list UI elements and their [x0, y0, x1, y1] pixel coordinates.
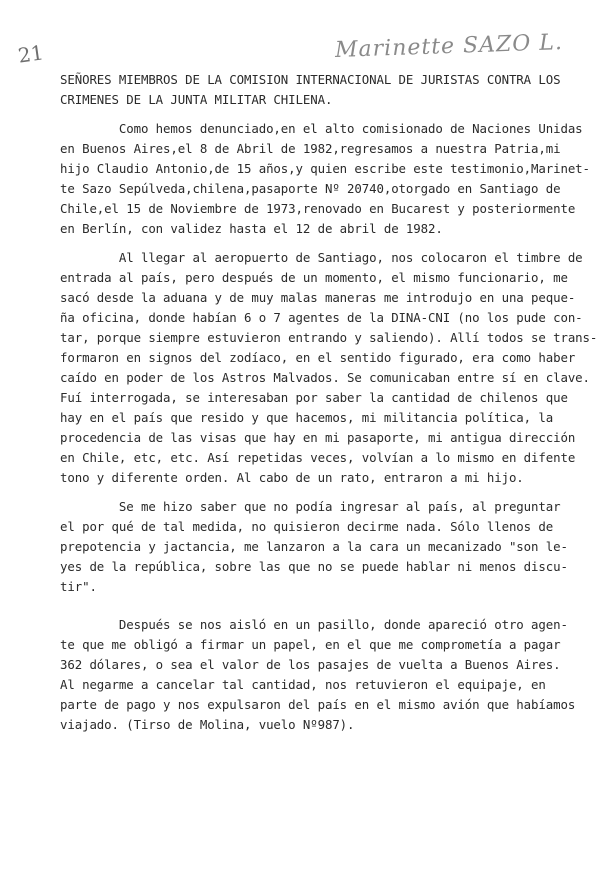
- text-line: te Sazo Sepúlveda,chilena,pasaporte Nº 20740,otorgado en Santiago de: [60, 181, 561, 196]
- text-line: sacó desde la aduana y de muy malas maneras me introdujo en una peque-: [60, 290, 576, 305]
- margin-note: 21: [16, 40, 45, 68]
- text-line: Después se nos aisló en un pasillo, donde apareció otro agen-: [60, 617, 568, 632]
- document-body: [60, 70, 598, 735]
- text-line: tir".: [60, 579, 97, 594]
- text-line: parte de pago y nos expulsaron del país en el mismo avión que habíamos: [60, 697, 576, 712]
- text-line: entrada al país, pero después de un momento, el mismo funcionario, me: [60, 270, 568, 285]
- text-line: el por qué de tal medida, no quisieron decirme nada. Sólo llenos de: [60, 519, 554, 534]
- text-line: hay en el país que resido y que hacemos, mi militancia política, la: [60, 410, 554, 425]
- text-line: Como hemos denunciado,en el alto comisionado de Naciones Unidas: [60, 121, 583, 136]
- text-line: en Chile, etc, etc. Así repetidas veces, volvían a lo mismo en difente: [60, 450, 576, 465]
- text-line: 362 dólares, o sea el valor de los pasajes de vuelta a Buenos Aires.: [60, 657, 561, 672]
- text-line: prepotencia y jactancia, me lanzaron a la cara un mecanizado "son le-: [60, 539, 568, 554]
- text-line: procedencia de las visas que hay en mi pasaporte, mi antigua dirección: [60, 430, 576, 445]
- text-line: ña oficina, donde habían 6 o 7 agentes de la DINA-CNI (no los pude con-: [60, 310, 583, 325]
- heading-line: CRIMENES DE LA JUNTA MILITAR CHILENA.: [60, 92, 333, 107]
- text-line: tar, porque siempre estuvieron entrando y saliendo). Allí todos se trans-: [60, 330, 598, 345]
- text-line: caído en poder de los Astros Malvados. Se comunicaban entre sí en clave.: [60, 370, 590, 385]
- text-line: Chile,el 15 de Noviembre de 1973,renovado en Bucarest y posteriormente: [60, 201, 576, 216]
- paragraph-3: [60, 497, 580, 597]
- heading-line: SEÑORES MIEMBROS DE LA COMISION INTERNACIONAL DE JURISTAS CONTRA LOS: [60, 72, 561, 87]
- text-line: te que me obligó a firmar un papel, en el que me comprometía a pagar: [60, 637, 561, 652]
- text-line: yes de la república, sobre las que no se puede hablar ni menos discu-: [60, 559, 568, 574]
- handwritten-note: Marinette SAZO L.: [334, 30, 564, 63]
- text-line: en Buenos Aires,el 8 de Abril de 1982,regresamos a nuestra Patria,mi: [60, 141, 561, 156]
- heading: [60, 70, 580, 110]
- paragraph-4: [60, 615, 580, 735]
- text-line: viajado. (Tirso de Molina, vuelo Nº987).: [60, 717, 355, 732]
- paragraph-1: [60, 119, 590, 239]
- text-line: Al llegar al aeropuerto de Santiago, nos colocaron el timbre de: [60, 250, 583, 265]
- text-line: Se me hizo saber que no podía ingresar al país, al preguntar: [60, 499, 561, 514]
- text-line: Al negarme a cancelar tal cantidad, nos retuvieron el equipaje, en: [60, 677, 546, 692]
- text-line: formaron en signos del zodíaco, en el sentido figurado, era como haber: [60, 350, 576, 365]
- text-line: hijo Claudio Antonio,de 15 años,y quien escribe este testimonio,Marinet-: [60, 161, 590, 176]
- text-line: en Berlín, con validez hasta el 12 de abril de 1982.: [60, 221, 443, 236]
- text-line: tono y diferente orden. Al cabo de un rato, entraron a mi hijo.: [60, 470, 524, 485]
- paragraph-2: [60, 248, 598, 488]
- text-line: Fuí interrogada, se interesaban por saber la cantidad de chilenos que: [60, 390, 568, 405]
